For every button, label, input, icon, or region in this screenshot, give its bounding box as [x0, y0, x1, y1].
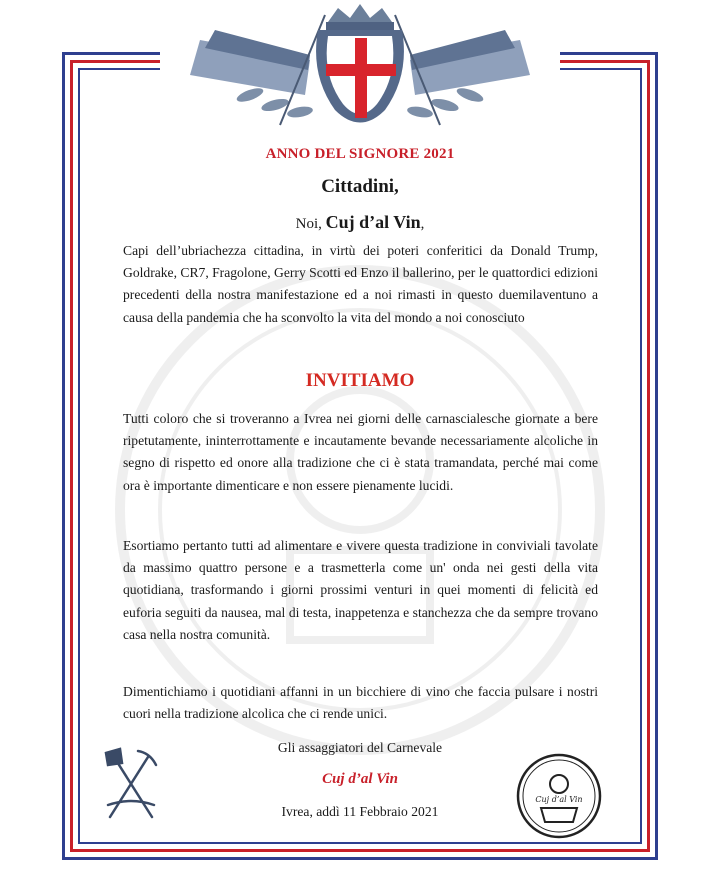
noi-prefix: Noi, — [295, 216, 322, 232]
invitiamo-heading: INVITIAMO — [305, 370, 415, 391]
cuj-dal-vin-logo — [515, 752, 603, 840]
place-date: Ivrea, addì 11 Febbraio 2021 — [281, 804, 439, 819]
paragraph-exhortation: Esortiamo pertanto tutti ad alimentare e vivere questa tradizione in conviviali tavolate da massimo quattro persone e a trasmetterla come un' onda nei gesti della vita quotidiana, trasformando i giorni prossimi venturi in quei momenti di felicità ed euforia seguiti da nausea, mal di testa, inappetenza e stanchezza che da sempre trovano casa nella nostra comunità. — [123, 538, 598, 642]
paragraph-closing: Dimentichiamo i quotidiani affanni in un bicchiere di vino che faccia pulsare i nostri cuori nella tradizione alcolica che ci rende unici. — [123, 684, 598, 722]
paragraph-intro: Capi dell’ubriachezza cittadina, in virtù dei poteri conferitici da Donald Trump, Goldrake, CR7, Fragolone, Gerry Scotti ed Enzo il ballerino, per le quattordici edizioni precedenti della nostra manifestazione ed a noi rimasti in questo duemilaventuno a causa della pandemia che ha sconvolto la vita del mondo a noi conosciuto — [123, 243, 598, 325]
crossed-tools-icon — [100, 745, 162, 823]
noi-line — [0, 212, 720, 233]
signature-name: Cuj d’al Vin — [322, 771, 398, 787]
year-heading: ANNO DEL SIGNORE 2021 — [265, 146, 455, 162]
signature-group: Gli assaggiatori del Carnevale — [277, 740, 443, 755]
coat-of-arms-icon — [160, 0, 560, 140]
paragraph-invitation: Tutti coloro che si troveranno a Ivrea nei giorni delle carnascialesche giornate a bere ripetutamente, ininterrottamente e incautamente bevande necessariamente alcoliche in segno di rispetto ed onore alla tradizione che ci è stata tramandata, perché mai come ora è importante dimenticare e non essere pienamente lucidi. — [123, 411, 598, 493]
noi-name: Cuj d’al Vin — [325, 212, 421, 232]
logo-text: Cuj d’al Vin — [535, 795, 583, 804]
greeting-heading: Cittadini, — [321, 176, 399, 197]
noi-suffix: , — [420, 216, 425, 232]
